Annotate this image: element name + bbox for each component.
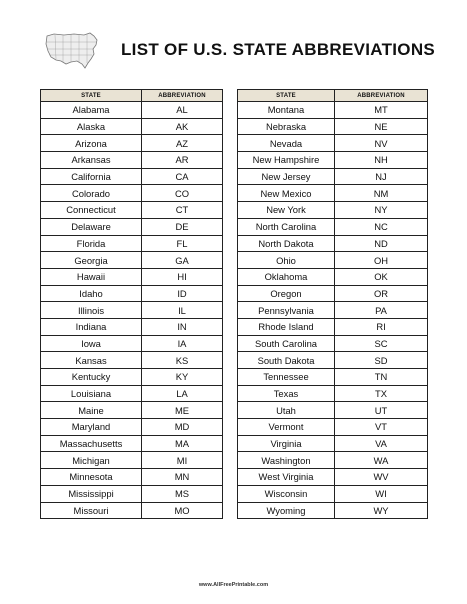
table-row <box>41 168 223 185</box>
state-name-cell: Kentucky <box>41 369 142 386</box>
state-name-cell: Massachusetts <box>41 435 142 452</box>
table-row <box>41 369 223 386</box>
table-row <box>41 318 223 335</box>
table-row <box>238 285 428 302</box>
state-abbreviation-cell: MT <box>335 102 428 119</box>
state-name-cell: Tennessee <box>238 369 335 386</box>
state-abbreviation-cell: NV <box>335 135 428 152</box>
state-abbreviation-cell: MS <box>142 485 223 502</box>
table-row <box>238 318 428 335</box>
table-row <box>238 102 428 119</box>
state-name-cell: New York <box>238 202 335 219</box>
table-row <box>41 335 223 352</box>
state-abbreviation-cell: ND <box>335 235 428 252</box>
state-abbreviation-cell: IA <box>142 335 223 352</box>
state-name-cell: Indiana <box>41 318 142 335</box>
state-name-cell: South Dakota <box>238 352 335 369</box>
state-name-cell: South Carolina <box>238 335 335 352</box>
state-name-cell: Maryland <box>41 419 142 436</box>
state-abbreviation-cell: WA <box>335 452 428 469</box>
state-abbreviation-cell: IL <box>142 302 223 319</box>
state-name-cell: Nebraska <box>238 118 335 135</box>
table-row <box>238 168 428 185</box>
table-row <box>41 235 223 252</box>
state-name-cell: North Carolina <box>238 218 335 235</box>
table-row <box>41 135 223 152</box>
state-name-cell: Georgia <box>41 252 142 269</box>
table-row <box>238 118 428 135</box>
table-row <box>41 452 223 469</box>
state-abbreviation-cell: CT <box>142 202 223 219</box>
state-name-cell: New Jersey <box>238 168 335 185</box>
table-row <box>238 502 428 519</box>
state-name-cell: Oregon <box>238 285 335 302</box>
state-abbreviation-cell: NE <box>335 118 428 135</box>
table-row <box>238 385 428 402</box>
state-abbreviation-cell: WI <box>335 485 428 502</box>
table-row <box>41 302 223 319</box>
table-row <box>238 369 428 386</box>
table-row <box>238 218 428 235</box>
state-name-cell: Connecticut <box>41 202 142 219</box>
table-row <box>41 419 223 436</box>
table-row <box>238 352 428 369</box>
state-name-cell: New Hampshire <box>238 152 335 169</box>
state-abbreviation-cell: CA <box>142 168 223 185</box>
abbreviations-table-right <box>237 89 428 519</box>
state-name-cell: Rhode Island <box>238 318 335 335</box>
table-row <box>41 268 223 285</box>
state-name-cell: Vermont <box>238 419 335 436</box>
state-abbreviation-cell: AK <box>142 118 223 135</box>
state-abbreviation-cell: FL <box>142 235 223 252</box>
state-name-cell: Idaho <box>41 285 142 302</box>
state-abbreviation-cell: DE <box>142 218 223 235</box>
table-row <box>41 435 223 452</box>
state-name-cell: Hawaii <box>41 268 142 285</box>
column-header-state: STATE <box>41 90 142 102</box>
table-row <box>41 352 223 369</box>
state-abbreviation-cell: GA <box>142 252 223 269</box>
table-row <box>41 218 223 235</box>
table-row <box>238 185 428 202</box>
state-abbreviation-cell: WV <box>335 469 428 486</box>
table-row <box>41 402 223 419</box>
state-name-cell: Missouri <box>41 502 142 519</box>
state-abbreviation-cell: ME <box>142 402 223 419</box>
table-row <box>238 268 428 285</box>
state-abbreviation-cell: NJ <box>335 168 428 185</box>
state-name-cell: Illinois <box>41 302 142 319</box>
table-row <box>238 485 428 502</box>
state-abbreviation-cell: RI <box>335 318 428 335</box>
table-row <box>41 485 223 502</box>
state-abbreviation-cell: WY <box>335 502 428 519</box>
state-name-cell: Montana <box>238 102 335 119</box>
state-abbreviation-cell: OK <box>335 268 428 285</box>
state-name-cell: Florida <box>41 235 142 252</box>
abbreviations-table-left <box>40 89 223 519</box>
state-name-cell: Mississippi <box>41 485 142 502</box>
table-row <box>238 402 428 419</box>
table-row <box>41 385 223 402</box>
state-name-cell: Virginia <box>238 435 335 452</box>
state-abbreviation-cell: ID <box>142 285 223 302</box>
state-name-cell: Alaska <box>41 118 142 135</box>
table-row <box>238 302 428 319</box>
table-row <box>238 202 428 219</box>
state-abbreviation-cell: AZ <box>142 135 223 152</box>
column-header-state: STATE <box>238 90 335 102</box>
state-abbreviation-cell: IN <box>142 318 223 335</box>
table-row <box>238 252 428 269</box>
table-row <box>238 419 428 436</box>
table-header-row <box>41 90 223 102</box>
state-abbreviation-cell: LA <box>142 385 223 402</box>
state-abbreviation-cell: MA <box>142 435 223 452</box>
table-row <box>238 235 428 252</box>
state-abbreviation-cell: MD <box>142 419 223 436</box>
table-row <box>41 202 223 219</box>
state-abbreviation-cell: NH <box>335 152 428 169</box>
state-abbreviation-cell: HI <box>142 268 223 285</box>
state-name-cell: Alabama <box>41 102 142 119</box>
state-abbreviation-cell: MI <box>142 452 223 469</box>
state-name-cell: Arkansas <box>41 152 142 169</box>
state-name-cell: Delaware <box>41 218 142 235</box>
state-abbreviation-cell: UT <box>335 402 428 419</box>
state-abbreviation-cell: KS <box>142 352 223 369</box>
state-abbreviation-cell: KY <box>142 369 223 386</box>
footer-website: www.AllFreePrintable.com <box>198 582 269 588</box>
state-name-cell: California <box>41 168 142 185</box>
table-row <box>41 252 223 269</box>
state-name-cell: Minnesota <box>41 469 142 486</box>
state-name-cell: Nevada <box>238 135 335 152</box>
state-name-cell: Kansas <box>41 352 142 369</box>
state-name-cell: Pennsylvania <box>238 302 335 319</box>
state-name-cell: Ohio <box>238 252 335 269</box>
table-row <box>41 185 223 202</box>
table-row <box>41 152 223 169</box>
state-abbreviation-cell: MO <box>142 502 223 519</box>
column-header-abbreviation: ABBREVIATION <box>142 90 223 102</box>
state-name-cell: Wisconsin <box>238 485 335 502</box>
table-row <box>41 102 223 119</box>
state-name-cell: Michigan <box>41 452 142 469</box>
table-row <box>41 118 223 135</box>
state-name-cell: New Mexico <box>238 185 335 202</box>
table-row <box>41 502 223 519</box>
us-map-icon <box>44 30 100 70</box>
state-abbreviation-cell: VA <box>335 435 428 452</box>
table-row <box>238 469 428 486</box>
state-abbreviation-cell: OR <box>335 285 428 302</box>
state-name-cell: Wyoming <box>238 502 335 519</box>
state-abbreviation-cell: MN <box>142 469 223 486</box>
state-name-cell: Arizona <box>41 135 142 152</box>
state-abbreviation-cell: NY <box>335 202 428 219</box>
state-abbreviation-cell: SC <box>335 335 428 352</box>
table-row <box>238 335 428 352</box>
state-abbreviation-cell: OH <box>335 252 428 269</box>
state-abbreviation-cell: AL <box>142 102 223 119</box>
state-name-cell: Colorado <box>41 185 142 202</box>
state-name-cell: Texas <box>238 385 335 402</box>
table-row <box>41 285 223 302</box>
table-row <box>238 435 428 452</box>
state-name-cell: Utah <box>238 402 335 419</box>
state-abbreviation-cell: AR <box>142 152 223 169</box>
state-abbreviation-cell: TN <box>335 369 428 386</box>
state-name-cell: Maine <box>41 402 142 419</box>
state-abbreviation-cell: CO <box>142 185 223 202</box>
table-header-row <box>238 90 428 102</box>
table-row <box>238 152 428 169</box>
column-header-abbreviation: ABBREVIATION <box>335 90 428 102</box>
state-abbreviation-cell: VT <box>335 419 428 436</box>
state-abbreviation-cell: SD <box>335 352 428 369</box>
table-row <box>238 452 428 469</box>
state-abbreviation-cell: NC <box>335 218 428 235</box>
state-name-cell: Washington <box>238 452 335 469</box>
state-abbreviation-cell: NM <box>335 185 428 202</box>
state-name-cell: Oklahoma <box>238 268 335 285</box>
state-name-cell: North Dakota <box>238 235 335 252</box>
state-name-cell: West Virginia <box>238 469 335 486</box>
state-name-cell: Louisiana <box>41 385 142 402</box>
table-row <box>41 469 223 486</box>
state-abbreviation-cell: PA <box>335 302 428 319</box>
table-row <box>238 135 428 152</box>
state-abbreviation-cell: TX <box>335 385 428 402</box>
state-name-cell: Iowa <box>41 335 142 352</box>
page-title: LIST OF U.S. STATE ABBREVIATIONS <box>121 40 436 59</box>
